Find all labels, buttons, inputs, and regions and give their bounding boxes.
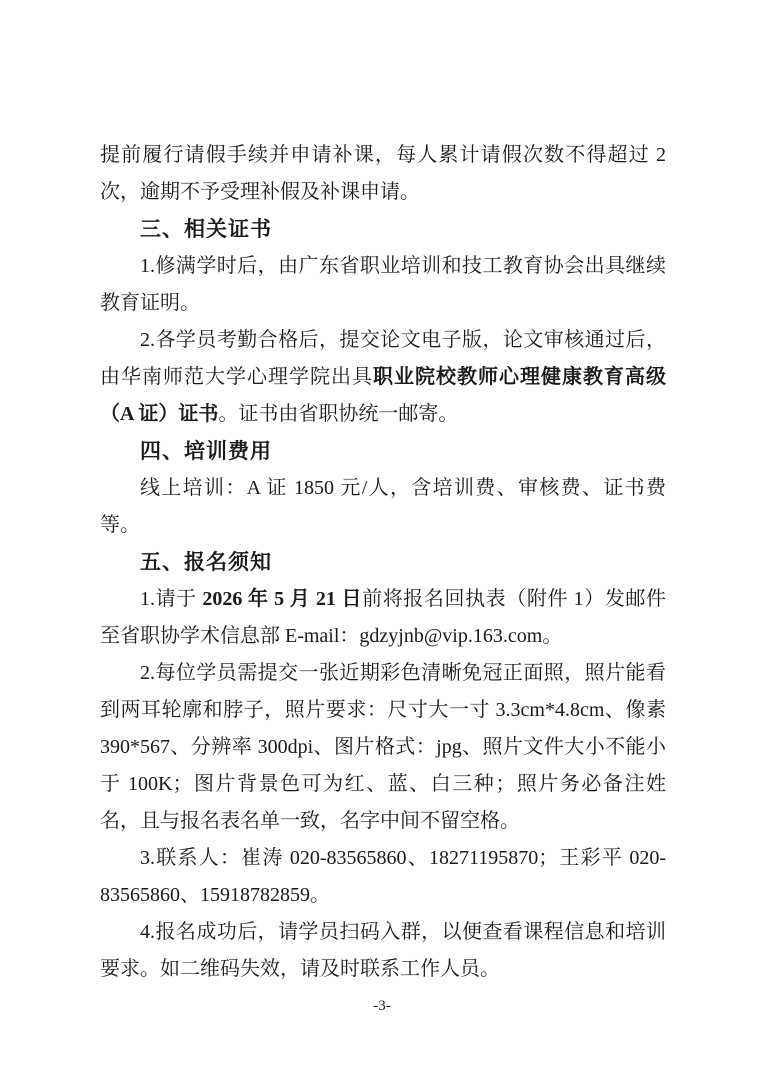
text-run: 3.联系人：崔涛 020-83565860、18271195870；王彩平 020-83565860、15918782859。	[100, 847, 666, 906]
text-run: 1.修满学时后，由广东省职业培训和技工教育协会出具继续教育证明。	[100, 255, 666, 314]
paragraph	[100, 581, 666, 655]
text-run: 1.请于	[140, 588, 203, 610]
paragraph	[100, 840, 666, 914]
paragraph	[100, 137, 666, 211]
text-run: 2.每位学员需提交一张近期彩色清晰免冠正面照，照片能看到两耳轮廓和脖子，照片要求：尺寸大一寸 3.3cm*4.8cm、像素 390*567、分辨率 300dpi、图片格式：jpg、照片文件大小不能小于 100K；图片背景色可为红、蓝、白三种；照片务必备注姓名，且与报名表名单一致，名字中间不留空格。	[100, 662, 666, 832]
bold-text-run: 职业院校教师心理健康教育高级（A 证）证书	[100, 366, 666, 425]
text-run: 4.报名成功后，请学员扫码入群，以便查看课程信息和培训要求。如二维码失效，请及时联系工作人员。	[100, 921, 666, 980]
document-content	[100, 137, 666, 988]
paragraph	[100, 248, 666, 322]
text-run: 线上培训：A 证 1850 元/人，含培训费、审核费、证书费等。	[100, 477, 666, 536]
text-run: 前将报名回执表（附件 1）发邮件至省职协学术信息部 E-mail：gdzyjnb@vip.163.com。	[100, 588, 667, 647]
section-heading	[100, 544, 666, 581]
bold-text-run: 2026 年 5 月 21 日	[202, 588, 363, 610]
page-number: -3-	[373, 998, 391, 1014]
section-heading	[100, 433, 666, 470]
paragraph	[100, 655, 666, 840]
paragraph	[100, 914, 666, 988]
section-heading	[100, 211, 666, 248]
bold-text-run: 三、相关证书	[140, 218, 272, 241]
paragraph	[100, 470, 666, 544]
text-run: 。证书由省职协统一邮寄。	[218, 403, 459, 425]
text-run: 2.各学员考勤合格后，提交论文电子版，论文审核通过后，由华南师范大学心理学院出具	[100, 329, 666, 388]
bold-text-run: 五、报名须知	[140, 551, 272, 574]
bold-text-run: 四、培训费用	[140, 440, 272, 463]
paragraph	[100, 322, 666, 433]
text-run: 提前履行请假手续并申请补课，每人累计请假次数不得超过 2 次，逾期不予受理补假及补课申请。	[100, 144, 666, 203]
